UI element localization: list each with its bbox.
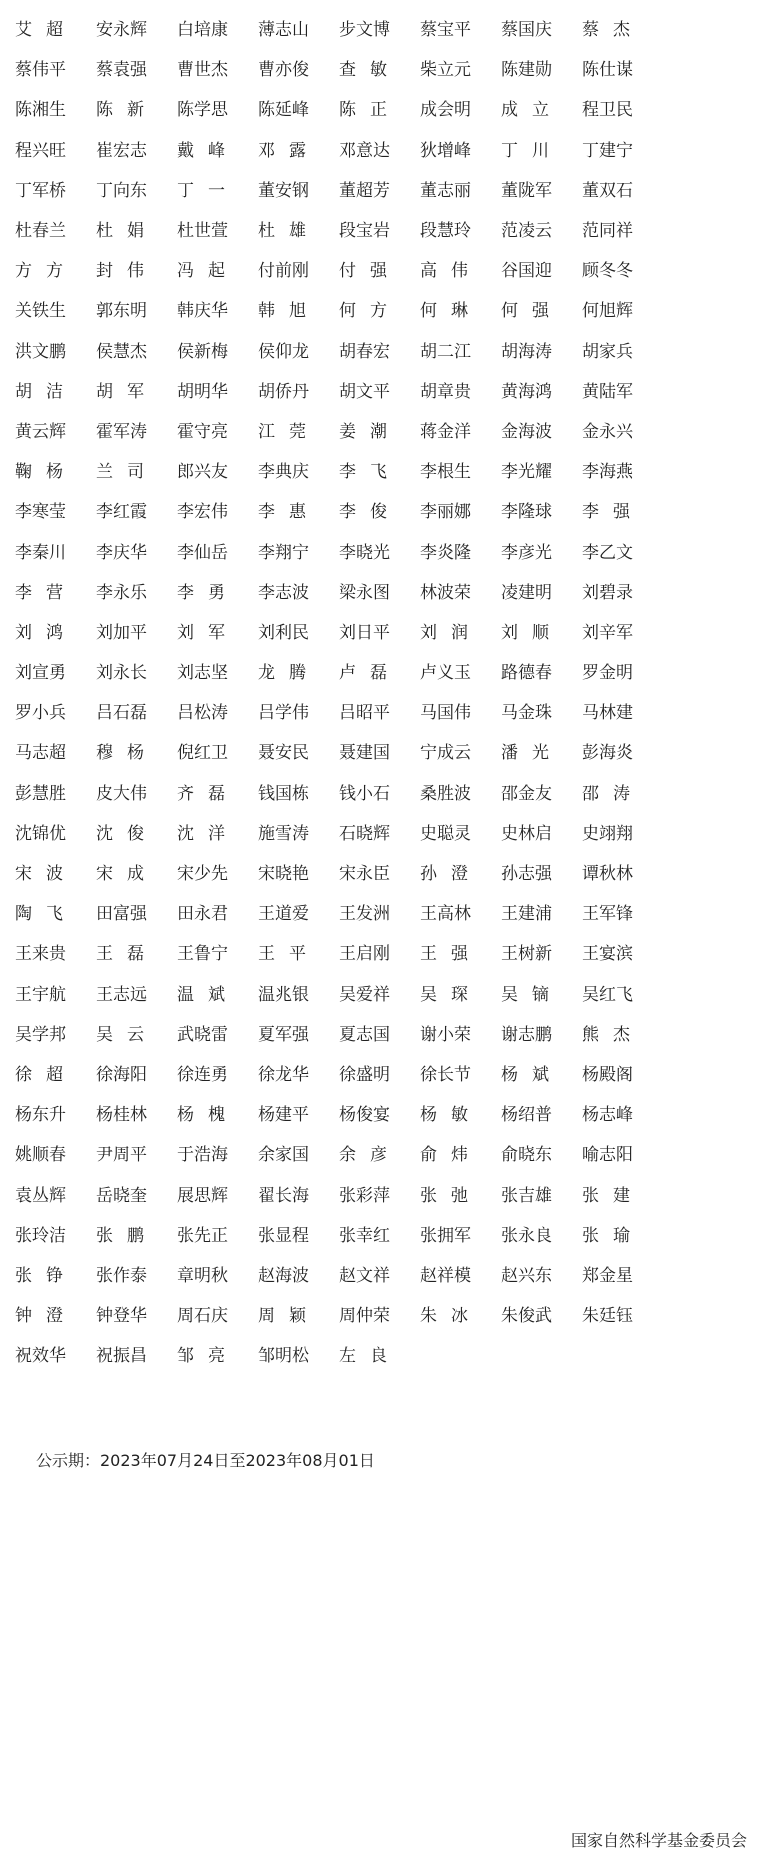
name-item: 李永乐 <box>96 582 147 603</box>
name-item: 何旭辉 <box>582 301 633 322</box>
name-item: 史翊翔 <box>582 823 633 844</box>
name-item: 吴爱祥 <box>339 984 390 1005</box>
name-item: 曹世杰 <box>177 60 228 81</box>
name-item: 吕石磊 <box>96 703 147 724</box>
name-item: 李志波 <box>258 582 309 603</box>
name-item: 何方 <box>339 301 387 322</box>
name-item: 刘军 <box>177 622 225 643</box>
name-item: 段宝岩 <box>339 221 390 242</box>
name-item: 王宇航 <box>15 984 66 1005</box>
name-item: 刘永长 <box>96 663 147 684</box>
name-item: 李营 <box>15 582 63 603</box>
name-item: 董志丽 <box>420 180 471 201</box>
name-item: 吕学伟 <box>258 703 309 724</box>
name-item: 路德春 <box>501 663 552 684</box>
name-item: 祝效华 <box>15 1346 66 1367</box>
name-item: 李秦川 <box>15 542 66 563</box>
name-item: 郎兴友 <box>177 462 228 483</box>
name-item: 胡侨丹 <box>258 381 309 402</box>
name-item: 邓意达 <box>339 140 390 161</box>
name-item: 程兴旺 <box>15 140 66 161</box>
name-item: 于浩海 <box>177 1145 228 1166</box>
name-item: 王道爱 <box>258 904 309 925</box>
name-item: 杨东升 <box>15 1105 66 1126</box>
name-item: 温斌 <box>177 984 225 1005</box>
name-item: 薄志山 <box>258 20 309 41</box>
name-item: 胡春宏 <box>339 341 390 362</box>
name-item: 岳晓奎 <box>96 1185 147 1206</box>
name-item: 祝振昌 <box>96 1346 147 1367</box>
name-item: 王磊 <box>96 944 144 965</box>
name-item: 丁建宁 <box>582 140 633 161</box>
name-item: 丁一 <box>177 180 225 201</box>
name-item: 张瑜 <box>582 1225 630 1246</box>
name-item: 徐海阳 <box>96 1064 147 1085</box>
name-item: 金海波 <box>501 421 552 442</box>
name-item: 张彩萍 <box>339 1185 390 1206</box>
name-item: 吴镝 <box>501 984 549 1005</box>
name-item: 赵海波 <box>258 1265 309 1286</box>
name-item: 石晓辉 <box>339 823 390 844</box>
name-item: 喻志阳 <box>582 1145 633 1166</box>
name-item: 胡文平 <box>339 381 390 402</box>
name-item: 马国伟 <box>420 703 471 724</box>
name-item: 陶飞 <box>15 904 63 925</box>
name-item: 杨志峰 <box>582 1105 633 1126</box>
name-item: 邵金友 <box>501 783 552 804</box>
name-item: 朱俊武 <box>501 1306 552 1327</box>
name-item: 王树新 <box>501 944 552 965</box>
name-item: 步文博 <box>339 20 390 41</box>
name-item: 吴云 <box>96 1024 144 1045</box>
name-item: 张幸红 <box>339 1225 390 1246</box>
name-item: 谭秋林 <box>582 864 633 885</box>
name-item: 张建 <box>582 1185 630 1206</box>
name-item: 胡海涛 <box>501 341 552 362</box>
name-item: 蔡伟平 <box>15 60 66 81</box>
name-item: 邹明松 <box>258 1346 309 1367</box>
name-item: 张作泰 <box>96 1265 147 1286</box>
name-item: 展思辉 <box>177 1185 228 1206</box>
name-item: 杨殿阁 <box>582 1064 633 1085</box>
name-item: 崔宏志 <box>96 140 147 161</box>
name-item: 董双石 <box>582 180 633 201</box>
name-item: 杨槐 <box>177 1105 225 1126</box>
name-item: 艾超 <box>15 20 63 41</box>
name-item: 王鲁宁 <box>177 944 228 965</box>
name-item: 杜春兰 <box>15 221 66 242</box>
name-item: 徐龙华 <box>258 1064 309 1085</box>
name-item: 张铮 <box>15 1265 63 1286</box>
name-item: 董超芳 <box>339 180 390 201</box>
name-item: 刘利民 <box>258 622 309 643</box>
name-item: 聂安民 <box>258 743 309 764</box>
name-item: 张显程 <box>258 1225 309 1246</box>
name-item: 查敏 <box>339 60 387 81</box>
name-item: 田永君 <box>177 904 228 925</box>
name-item: 谢小荣 <box>420 1024 471 1045</box>
name-item: 俞炜 <box>420 1145 468 1166</box>
name-item: 王启刚 <box>339 944 390 965</box>
name-item: 温兆银 <box>258 984 309 1005</box>
name-item: 王平 <box>258 944 306 965</box>
name-item: 李勇 <box>177 582 225 603</box>
name-item: 倪红卫 <box>177 743 228 764</box>
name-item: 丁军桥 <box>15 180 66 201</box>
name-item: 宁成云 <box>420 743 471 764</box>
name-item: 左良 <box>339 1346 387 1367</box>
name-item: 朱廷钰 <box>582 1306 633 1327</box>
name-item: 杨绍普 <box>501 1105 552 1126</box>
name-item: 罗小兵 <box>15 703 66 724</box>
name-item: 宋永臣 <box>339 864 390 885</box>
name-item: 曹亦俊 <box>258 60 309 81</box>
name-item: 李惠 <box>258 502 306 523</box>
name-item: 姚顺春 <box>15 1145 66 1166</box>
name-item: 杨建平 <box>258 1105 309 1126</box>
name-item: 黄海鸿 <box>501 381 552 402</box>
name-item: 卢磊 <box>339 663 387 684</box>
name-item: 史聪灵 <box>420 823 471 844</box>
name-item: 郭东明 <box>96 301 147 322</box>
name-item: 何琳 <box>420 301 468 322</box>
name-item: 宋成 <box>96 864 144 885</box>
name-item: 王发洲 <box>339 904 390 925</box>
name-item: 胡明华 <box>177 381 228 402</box>
name-item: 彭慧胜 <box>15 783 66 804</box>
name-item: 林波荣 <box>420 582 471 603</box>
name-item: 余家国 <box>258 1145 309 1166</box>
name-item: 王强 <box>420 944 468 965</box>
name-item: 谷国迎 <box>501 261 552 282</box>
name-item: 杜雄 <box>258 221 306 242</box>
name-item: 史林启 <box>501 823 552 844</box>
name-item: 陈湘生 <box>15 100 66 121</box>
name-item: 刘加平 <box>96 622 147 643</box>
name-item: 张玲洁 <box>15 1225 66 1246</box>
name-item: 吕松涛 <box>177 703 228 724</box>
name-item: 关铁生 <box>15 301 66 322</box>
name-item: 胡章贵 <box>420 381 471 402</box>
name-item: 李隆球 <box>501 502 552 523</box>
name-item: 彭海炎 <box>582 743 633 764</box>
name-item: 李红霞 <box>96 502 147 523</box>
name-item: 李根生 <box>420 462 471 483</box>
name-item: 安永辉 <box>96 20 147 41</box>
name-item: 谢志鹏 <box>501 1024 552 1045</box>
name-item: 李俊 <box>339 502 387 523</box>
name-item: 赵祥模 <box>420 1265 471 1286</box>
name-item: 李典庆 <box>258 462 309 483</box>
name-item: 张弛 <box>420 1185 468 1206</box>
name-item: 章明秋 <box>177 1265 228 1286</box>
name-item: 潘光 <box>501 743 549 764</box>
name-item: 王来贵 <box>15 944 66 965</box>
name-item: 陈仕谋 <box>582 60 633 81</box>
name-item: 徐长节 <box>420 1064 471 1085</box>
name-item: 吴红飞 <box>582 984 633 1005</box>
name-item: 陈延峰 <box>258 100 309 121</box>
name-item: 郑金星 <box>582 1265 633 1286</box>
name-item: 赵兴东 <box>501 1265 552 1286</box>
name-item: 吴琛 <box>420 984 468 1005</box>
name-item: 田富强 <box>96 904 147 925</box>
name-item: 孙志强 <box>501 864 552 885</box>
name-item: 何强 <box>501 301 549 322</box>
name-list <box>15 10 675 1376</box>
name-item: 李庆华 <box>96 542 147 563</box>
name-item: 钱国栋 <box>258 783 309 804</box>
name-item: 高伟 <box>420 261 468 282</box>
name-item: 杜世萱 <box>177 221 228 242</box>
name-item: 成会明 <box>420 100 471 121</box>
name-item: 王宴滨 <box>582 944 633 965</box>
name-item: 徐连勇 <box>177 1064 228 1085</box>
name-item: 张先正 <box>177 1225 228 1246</box>
name-item: 袁丛辉 <box>15 1185 66 1206</box>
name-item: 钟澄 <box>15 1306 63 1327</box>
name-item: 黄云辉 <box>15 421 66 442</box>
name-item: 罗金明 <box>582 663 633 684</box>
name-item: 周颖 <box>258 1306 306 1327</box>
name-item: 李丽娜 <box>420 502 471 523</box>
name-item: 胡二江 <box>420 341 471 362</box>
name-item: 李彦光 <box>501 542 552 563</box>
name-item: 侯仰龙 <box>258 341 309 362</box>
name-item: 龙腾 <box>258 663 306 684</box>
name-item: 姜潮 <box>339 421 387 442</box>
name-item: 段慧玲 <box>420 221 471 242</box>
name-item: 鞠杨 <box>15 462 63 483</box>
name-item: 俞晓东 <box>501 1145 552 1166</box>
name-item: 胡洁 <box>15 381 63 402</box>
name-item: 吕昭平 <box>339 703 390 724</box>
name-item: 皮大伟 <box>96 783 147 804</box>
name-item: 丁川 <box>501 140 549 161</box>
name-item: 蔡袁强 <box>96 60 147 81</box>
name-item: 武晓雷 <box>177 1024 228 1045</box>
publicity-period: 公示期：2023年07月24日至2023年08月01日 <box>36 1451 375 1470</box>
name-item: 付前刚 <box>258 261 309 282</box>
name-item: 韩旭 <box>258 301 306 322</box>
name-item: 周石庆 <box>177 1306 228 1327</box>
name-item: 沈俊 <box>96 823 144 844</box>
name-item: 孙澄 <box>420 864 468 885</box>
name-item: 刘宣勇 <box>15 663 66 684</box>
name-item: 夏军强 <box>258 1024 309 1045</box>
name-item: 熊杰 <box>582 1024 630 1045</box>
name-item: 尹周平 <box>96 1145 147 1166</box>
name-item: 穆杨 <box>96 743 144 764</box>
name-item: 刘辛军 <box>582 622 633 643</box>
name-item: 李寒莹 <box>15 502 66 523</box>
name-item: 霍军涛 <box>96 421 147 442</box>
issuing-organization: 国家自然科学基金委员会 <box>570 1831 747 1850</box>
name-item: 刘润 <box>420 622 468 643</box>
name-item: 蒋金洋 <box>420 421 471 442</box>
name-item: 冯起 <box>177 261 225 282</box>
name-item: 桑胜波 <box>420 783 471 804</box>
name-item: 梁永图 <box>339 582 390 603</box>
name-item: 刘碧录 <box>582 582 633 603</box>
name-item: 邹亮 <box>177 1346 225 1367</box>
name-item: 侯新梅 <box>177 341 228 362</box>
name-item: 翟长海 <box>258 1185 309 1206</box>
name-item: 李晓光 <box>339 542 390 563</box>
name-item: 陈建勋 <box>501 60 552 81</box>
name-item: 兰司 <box>96 462 144 483</box>
name-item: 白培康 <box>177 20 228 41</box>
name-item: 刘志坚 <box>177 663 228 684</box>
name-item: 李强 <box>582 502 630 523</box>
name-item: 范凌云 <box>501 221 552 242</box>
name-item: 张永良 <box>501 1225 552 1246</box>
name-item: 杨敏 <box>420 1105 468 1126</box>
name-item: 刘日平 <box>339 622 390 643</box>
name-item: 董陇军 <box>501 180 552 201</box>
name-item: 陈新 <box>96 100 144 121</box>
name-item: 侯慧杰 <box>96 341 147 362</box>
name-item: 付强 <box>339 261 387 282</box>
name-item: 杨俊宴 <box>339 1105 390 1126</box>
name-item: 卢义玉 <box>420 663 471 684</box>
name-item: 刘鸿 <box>15 622 63 643</box>
name-item: 杨斌 <box>501 1064 549 1085</box>
name-item: 徐超 <box>15 1064 63 1085</box>
name-item: 董安钢 <box>258 180 309 201</box>
name-item: 方方 <box>15 261 63 282</box>
name-item: 柴立元 <box>420 60 471 81</box>
name-item: 宋少先 <box>177 864 228 885</box>
name-item: 李翔宁 <box>258 542 309 563</box>
name-item: 沈锦优 <box>15 823 66 844</box>
name-item: 马林建 <box>582 703 633 724</box>
name-item: 李海燕 <box>582 462 633 483</box>
name-item: 洪文鹏 <box>15 341 66 362</box>
name-item: 施雪涛 <box>258 823 309 844</box>
name-item: 成立 <box>501 100 549 121</box>
name-item: 刘顺 <box>501 622 549 643</box>
name-item: 蔡杰 <box>582 20 630 41</box>
name-item: 胡家兵 <box>582 341 633 362</box>
name-item: 丁向东 <box>96 180 147 201</box>
name-item: 张吉雄 <box>501 1185 552 1206</box>
name-item: 周仲荣 <box>339 1306 390 1327</box>
name-item: 凌建明 <box>501 582 552 603</box>
name-item: 马志超 <box>15 743 66 764</box>
name-item: 邵涛 <box>582 783 630 804</box>
name-item: 张鹏 <box>96 1225 144 1246</box>
name-item: 范同祥 <box>582 221 633 242</box>
name-item: 王军锋 <box>582 904 633 925</box>
name-item: 夏志国 <box>339 1024 390 1045</box>
name-item: 王高林 <box>420 904 471 925</box>
name-item: 顾冬冬 <box>582 261 633 282</box>
name-item: 王志远 <box>96 984 147 1005</box>
name-item: 马金珠 <box>501 703 552 724</box>
name-item: 黄陆军 <box>582 381 633 402</box>
name-item: 金永兴 <box>582 421 633 442</box>
name-item: 霍守亮 <box>177 421 228 442</box>
name-item: 杜娟 <box>96 221 144 242</box>
name-item: 宋晓艳 <box>258 864 309 885</box>
name-item: 蔡国庆 <box>501 20 552 41</box>
name-item: 齐磊 <box>177 783 225 804</box>
name-item: 胡军 <box>96 381 144 402</box>
name-item: 余彦 <box>339 1145 387 1166</box>
name-item: 钱小石 <box>339 783 390 804</box>
name-item: 陈正 <box>339 100 387 121</box>
name-item: 李仙岳 <box>177 542 228 563</box>
name-item: 李光耀 <box>501 462 552 483</box>
name-item: 狄增峰 <box>420 140 471 161</box>
name-item: 沈洋 <box>177 823 225 844</box>
name-item: 李炎隆 <box>420 542 471 563</box>
name-item: 张拥军 <box>420 1225 471 1246</box>
name-item: 李飞 <box>339 462 387 483</box>
name-item: 李宏伟 <box>177 502 228 523</box>
name-item: 封伟 <box>96 261 144 282</box>
name-item: 邓露 <box>258 140 306 161</box>
name-item: 李乙文 <box>582 542 633 563</box>
name-item: 吴学邦 <box>15 1024 66 1045</box>
name-item: 聂建国 <box>339 743 390 764</box>
name-item: 江莞 <box>258 421 306 442</box>
name-item: 赵文祥 <box>339 1265 390 1286</box>
name-item: 徐盛明 <box>339 1064 390 1085</box>
name-item: 宋波 <box>15 864 63 885</box>
name-item: 王建浦 <box>501 904 552 925</box>
name-item: 韩庆华 <box>177 301 228 322</box>
name-item: 钟登华 <box>96 1306 147 1327</box>
name-item: 戴峰 <box>177 140 225 161</box>
name-item: 陈学思 <box>177 100 228 121</box>
name-item: 朱冰 <box>420 1306 468 1327</box>
name-item: 蔡宝平 <box>420 20 471 41</box>
name-item: 程卫民 <box>582 100 633 121</box>
name-item: 杨桂林 <box>96 1105 147 1126</box>
